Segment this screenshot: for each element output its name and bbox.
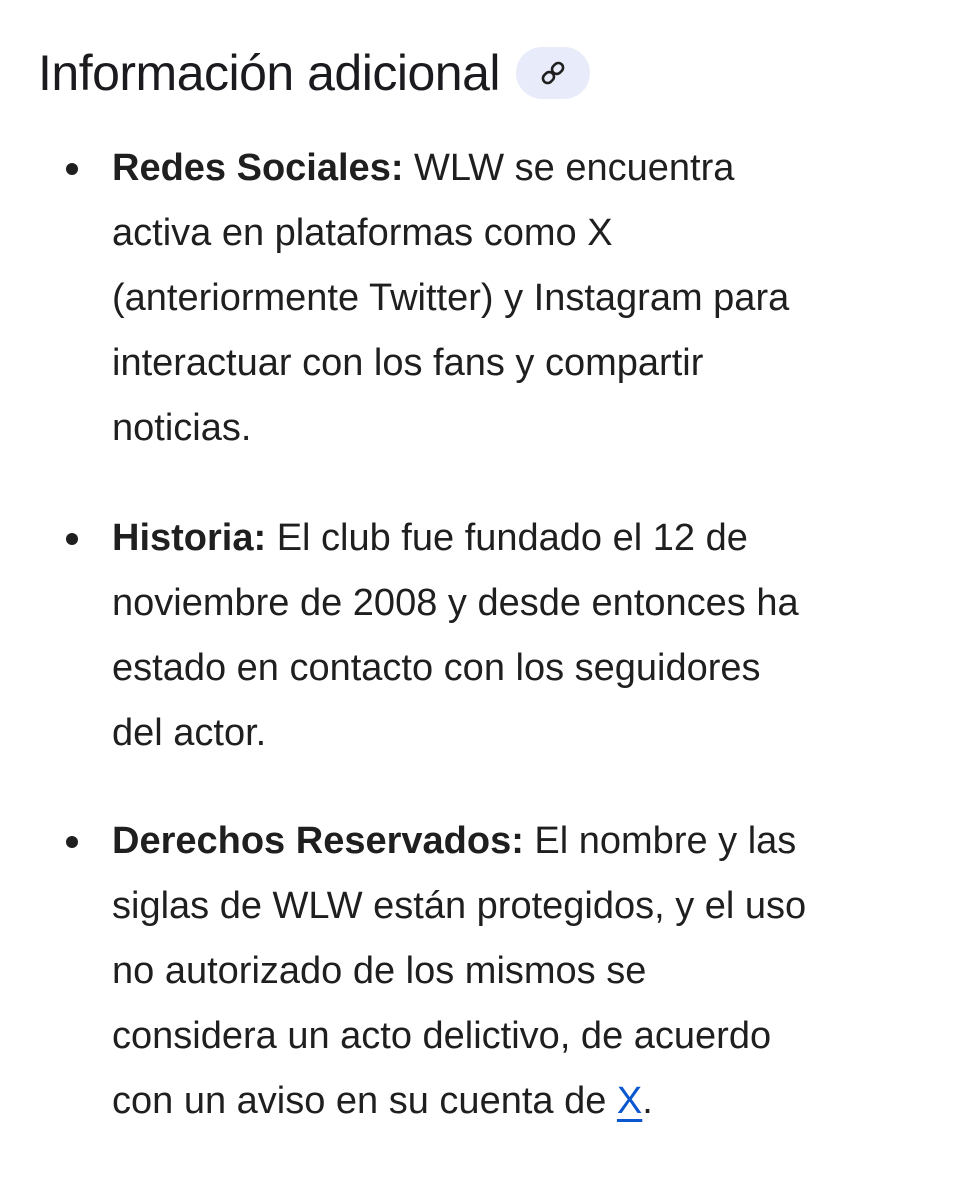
item-line: no autorizado de los mismos se [112, 950, 647, 992]
link-icon [539, 59, 567, 87]
item-line: noticias. [112, 407, 252, 449]
item-line: estado en contacto con los seguidores [112, 647, 761, 689]
item-text [112, 809, 927, 1134]
item-text [112, 136, 927, 461]
bullet-icon [66, 163, 78, 175]
item-line: con un aviso en su cuenta de [112, 1080, 617, 1122]
item-trailing: . [642, 1080, 653, 1122]
x-account-link[interactable]: X [616, 1080, 643, 1122]
bullet-icon [66, 533, 78, 545]
item-line: El club fue fundado el 12 de [266, 517, 748, 559]
item-line: noviembre de 2008 y desde entonces ha [112, 582, 799, 624]
item-label: Historia: [112, 517, 267, 559]
item-label: Redes Sociales: [112, 147, 404, 189]
item-line: interactuar con los fans y compartir [112, 342, 704, 384]
item-line: El nombre y las [523, 820, 797, 862]
section-header [38, 38, 590, 108]
bullet-icon [66, 836, 78, 848]
copy-link-button[interactable] [516, 47, 590, 99]
item-line: WLW se encuentra [403, 147, 735, 189]
item-line: siglas de WLW están protegidos, y el uso [112, 885, 807, 927]
item-line: activa en plataformas como X [112, 212, 613, 254]
item-line: del actor. [112, 712, 267, 754]
item-line: (anteriormente Twitter) y Instagram para [112, 277, 790, 319]
item-label: Derechos Reservados: [112, 820, 524, 862]
section-title: Información adicional [38, 45, 500, 101]
item-line: considera un acto delictivo, de acuerdo [112, 1015, 772, 1057]
item-text [112, 506, 927, 766]
